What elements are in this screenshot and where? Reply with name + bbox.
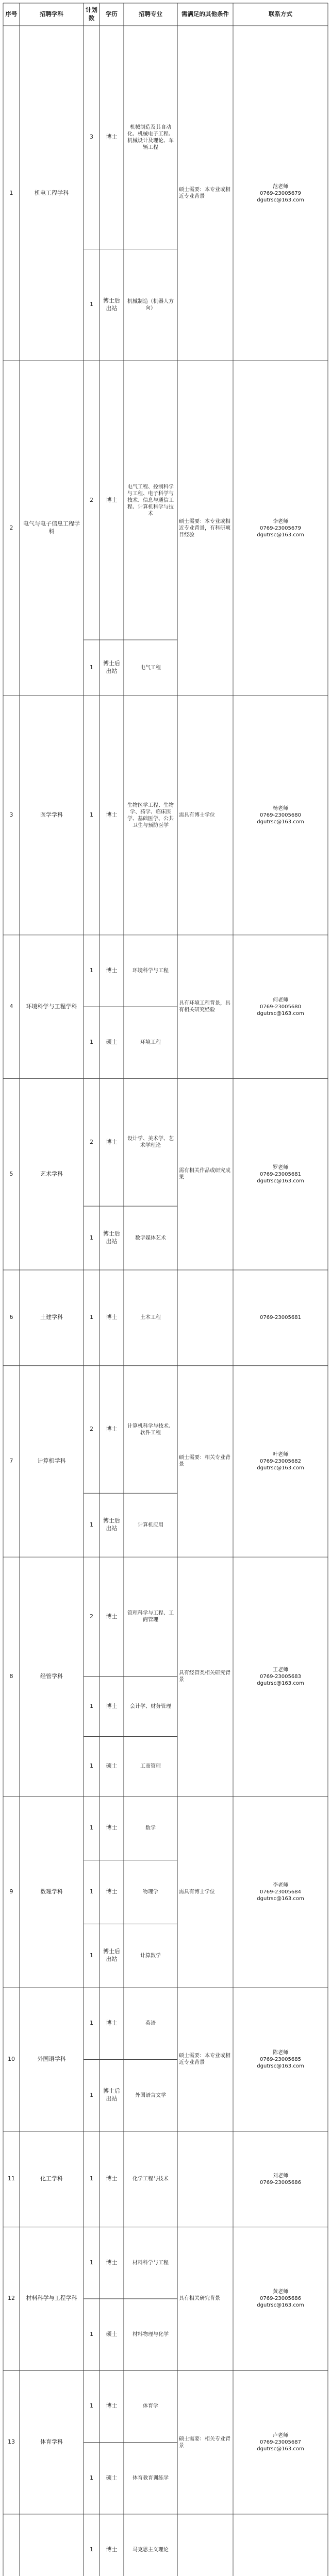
major-name-text: 材料科学与工程 [133, 2260, 169, 2266]
degree-level [100, 1924, 124, 1988]
degree-level [100, 2514, 124, 2576]
row-number [3, 1078, 20, 1270]
degree-level [100, 2370, 124, 2442]
planned-count-text: 1 [90, 2331, 93, 2338]
major-name-text: 土木工程 [140, 1315, 161, 1321]
discipline-name [20, 1078, 84, 1270]
planned-count-text: 1 [90, 1888, 93, 1895]
planned-count [84, 1988, 100, 2059]
discipline-name [20, 1557, 84, 1796]
header-cell-4-text: 招聘专业 [139, 10, 162, 18]
contact-info-text: 李老师 0769-23005679 dgutrsc@163.com [257, 518, 304, 538]
degree-level-text: 博士 [106, 1314, 118, 1321]
planned-count-text: 1 [90, 1521, 93, 1528]
planned-count-text: 1 [90, 2546, 93, 2553]
contact-info-text: 杨老师 0769-23005680 dgutrsc@163.com [257, 806, 304, 825]
planned-count [84, 1366, 100, 1494]
planned-count [84, 696, 100, 935]
other-conditions [177, 1557, 233, 1796]
major-name-text: 环境科学与工程 [133, 968, 169, 974]
major-name-text: 体育教育训练学 [133, 2475, 169, 2481]
contact-info [233, 2514, 328, 2576]
other-conditions [177, 1366, 233, 1557]
major-name-text: 机械制造（机器人方向） [127, 298, 174, 311]
planned-count-text: 1 [90, 1824, 93, 1832]
major-name-text: 化学工程与技术 [133, 2176, 169, 2182]
degree-level-text: 博士 [106, 1426, 118, 1433]
major-name [124, 361, 177, 640]
contact-info-text: 范老师 0769-23005679 dgutrsc@163.com [257, 183, 304, 203]
planned-count [84, 1737, 100, 1797]
major-name-text: 工商管理 [140, 1764, 161, 1770]
other-conditions-text: 硕士需要：相关专业背景 [179, 2436, 230, 2449]
row-number-text: 9 [9, 1888, 13, 1895]
planned-count-text: 3 [90, 133, 93, 141]
major-name-text: 生物医学工程、生物学、药学、临床医学、基础医学、公共卫生与预防医学 [127, 802, 174, 828]
discipline-name [20, 2370, 84, 2514]
major-name [124, 696, 177, 935]
discipline-name-text: 医学学科 [40, 811, 63, 819]
major-name [124, 1493, 177, 1557]
planned-count [84, 2227, 100, 2299]
major-name [124, 1676, 177, 1736]
major-name [124, 2299, 177, 2370]
degree-level-text: 博士后出站 [103, 1517, 120, 1532]
planned-count-text: 1 [90, 1234, 93, 1241]
discipline-name [20, 1366, 84, 1557]
other-conditions-text: 需具有博士学位 [179, 812, 215, 819]
degree-level-text: 博士 [106, 1613, 118, 1620]
contact-info-text: 黄老师 0769-23005686 dgutrsc@163.com [257, 2289, 304, 2309]
other-conditions-text: 硕士需要：本专业或相近专业背景 [179, 187, 230, 200]
planned-count [84, 2131, 100, 2227]
row-number [3, 1557, 20, 1796]
other-conditions-text: 需有相关作品或研究成果 [179, 1168, 230, 1181]
row-number-text: 11 [8, 2175, 15, 2182]
degree-level [100, 1860, 124, 1924]
planned-count-text: 1 [90, 1762, 93, 1770]
degree-level-text: 博士后出站 [103, 297, 120, 312]
row-number-text: 3 [9, 811, 13, 819]
planned-count [84, 1676, 100, 1736]
planned-count [84, 1557, 100, 1676]
other-conditions [177, 1988, 233, 2131]
degree-level-text: 博士 [106, 2020, 118, 2027]
header-cell-6 [233, 3, 328, 26]
header-cell-2-text: 计划数 [86, 6, 97, 22]
planned-count-text: 1 [90, 2474, 93, 2481]
degree-level [100, 1007, 124, 1078]
row-number [3, 2514, 20, 2576]
planned-count-text: 1 [90, 1703, 93, 1710]
contact-info [233, 1078, 328, 1270]
degree-level-text: 博士 [106, 811, 118, 819]
major-name [124, 1078, 177, 1206]
header-cell-6-text: 联系方式 [269, 10, 292, 18]
contact-info [233, 2131, 328, 2227]
degree-level-text: 博士 [106, 1138, 118, 1145]
row-number-text: 2 [9, 524, 13, 531]
planned-count-text: 1 [90, 1314, 93, 1321]
degree-level-text: 博士后出站 [103, 1230, 120, 1245]
major-name [124, 1270, 177, 1366]
planned-count-text: 2 [90, 1426, 93, 1433]
row-number-text: 10 [8, 2056, 15, 2063]
planned-count-text: 2 [90, 496, 93, 503]
planned-count-text: 1 [90, 2259, 93, 2266]
row-number [3, 696, 20, 935]
contact-info-text: 罗老师 0769-23005681 dgutrsc@163.com [257, 1164, 304, 1184]
major-name [124, 1366, 177, 1494]
other-conditions-text: 硕士需要：本专业或相近专业背景，有科研项目经验 [179, 518, 230, 538]
other-conditions [177, 696, 233, 935]
planned-count-text: 1 [90, 664, 93, 671]
discipline-name-text: 体育学科 [40, 2438, 63, 2446]
planned-count [84, 2443, 100, 2514]
planned-count [84, 2060, 100, 2131]
row-number [3, 2227, 20, 2371]
header-cell-3-text: 学历 [106, 10, 118, 18]
row-number [3, 1797, 20, 1988]
planned-count-text: 1 [90, 2020, 93, 2027]
discipline-name [20, 1797, 84, 1988]
degree-level [100, 26, 124, 249]
degree-level-text: 博士 [106, 133, 118, 141]
contact-info [233, 2227, 328, 2371]
header-cell-5-text: 需满足的其他条件 [181, 10, 229, 18]
major-name [124, 1988, 177, 2059]
degree-level [100, 1676, 124, 1736]
contact-info [233, 2370, 328, 2514]
planned-count-text: 1 [90, 2175, 93, 2182]
major-name [124, 2060, 177, 2131]
row-number-text: 12 [8, 2295, 15, 2302]
discipline-name-text: 外国语学科 [37, 2056, 66, 2063]
discipline-name [20, 361, 84, 696]
degree-level-text: 博士后出站 [103, 2088, 120, 2103]
discipline-name-text: 化工学科 [40, 2175, 63, 2182]
degree-level-text: 博士 [106, 1703, 118, 1710]
row-number [3, 361, 20, 696]
major-name [124, 1206, 177, 1270]
degree-level-text: 博士 [106, 2402, 118, 2410]
degree-level-text: 博士后出站 [103, 1948, 120, 1963]
row-number [3, 1988, 20, 2131]
degree-level [100, 249, 124, 361]
discipline-name [20, 935, 84, 1079]
row-number-text: 1 [9, 189, 13, 196]
degree-level [100, 1206, 124, 1270]
planned-count [84, 1206, 100, 1270]
contact-info [233, 1988, 328, 2131]
degree-level [100, 1078, 124, 1206]
planned-count [84, 1270, 100, 1366]
degree-level [100, 1557, 124, 1676]
discipline-name [20, 26, 84, 361]
degree-level [100, 2131, 124, 2227]
other-conditions-text: 具有环境工程背景，具有相关研究经验 [179, 1001, 230, 1013]
major-name [124, 2131, 177, 2227]
row-number-text: 13 [8, 2438, 15, 2446]
degree-level [100, 1988, 124, 2059]
major-name [124, 1007, 177, 1078]
row-number [3, 935, 20, 1079]
degree-level-text: 博士 [106, 1888, 118, 1895]
major-name-text: 材料物理与化学 [133, 2332, 169, 2338]
header-cell-5 [177, 3, 233, 26]
discipline-name-text: 土建学科 [40, 1314, 63, 1321]
other-conditions-text: 硕士需要：本专业或相近专业背景 [179, 2053, 230, 2066]
major-name-text: 英语 [145, 2021, 156, 2027]
discipline-name-text: 数理学科 [40, 1888, 63, 1895]
major-name [124, 935, 177, 1007]
header-cell-0-text: 序号 [5, 10, 18, 18]
degree-level [100, 1270, 124, 1366]
other-conditions [177, 2227, 233, 2371]
degree-level [100, 361, 124, 640]
header-cell-4 [124, 3, 177, 26]
header-cell-2 [84, 3, 100, 26]
degree-level-text: 博士 [106, 967, 118, 974]
other-conditions [177, 361, 233, 696]
contact-info-text: 叶老师 0769-23005682 dgutrsc@163.com [257, 1451, 304, 1471]
degree-level [100, 1366, 124, 1494]
major-name [124, 2370, 177, 2442]
contact-info [233, 1557, 328, 1796]
other-conditions [177, 1078, 233, 1270]
major-name-text: 会计学、财务管理 [130, 1703, 171, 1709]
major-name [124, 1737, 177, 1797]
major-name [124, 1797, 177, 1860]
contact-info-text: 陈老师 0769-23005685 dgutrsc@163.com [257, 2049, 304, 2069]
planned-count [84, 1007, 100, 1078]
planned-count-text: 1 [90, 811, 93, 819]
discipline-name-text: 环境科学与工程学科 [26, 1003, 77, 1010]
planned-count [84, 935, 100, 1007]
discipline-name-text: 计算机学科 [37, 1458, 66, 1465]
header-cell-0 [3, 3, 20, 26]
planned-count-text: 1 [90, 301, 93, 308]
contact-info [233, 696, 328, 935]
major-name-text: 数字媒体艺术 [135, 1235, 166, 1241]
discipline-name-text: 经管学科 [40, 1673, 63, 1680]
row-number-text: 5 [9, 1170, 13, 1177]
discipline-name [20, 2514, 84, 2576]
major-name-text: 管理科学与工程、工商管理 [127, 1611, 174, 1623]
degree-level-text: 硕士 [106, 1039, 118, 1046]
degree-level [100, 1797, 124, 1860]
degree-level [100, 2227, 124, 2299]
contact-info [233, 361, 328, 696]
row-number [3, 2131, 20, 2227]
planned-count [84, 361, 100, 640]
degree-level-text: 硕士 [106, 1762, 118, 1770]
planned-count [84, 249, 100, 361]
other-conditions-text: 具有经管类相关研究背景 [179, 1670, 230, 1683]
contact-info [233, 1270, 328, 1366]
other-conditions [177, 2370, 233, 2514]
major-name-text: 体育学 [143, 2403, 158, 2410]
row-number [3, 1366, 20, 1557]
discipline-name [20, 2227, 84, 2371]
planned-count-text: 1 [90, 1952, 93, 1959]
major-name [124, 2227, 177, 2299]
planned-count [84, 640, 100, 696]
planned-count [84, 1860, 100, 1924]
major-name [124, 2443, 177, 2514]
contact-info [233, 26, 328, 361]
discipline-name [20, 1988, 84, 2131]
row-number-text: 6 [9, 1314, 13, 1321]
planned-count-text: 1 [90, 1039, 93, 1046]
planned-count [84, 1797, 100, 1860]
other-conditions [177, 935, 233, 1079]
other-conditions-text: 具有相关研究背景 [179, 2296, 220, 2302]
degree-level-text: 硕士 [106, 2474, 118, 2481]
other-conditions [177, 1270, 233, 1366]
planned-count [84, 26, 100, 249]
degree-level-text: 硕士 [106, 2331, 118, 2338]
header-cell-1 [20, 3, 84, 26]
degree-level [100, 1737, 124, 1797]
major-name [124, 26, 177, 249]
degree-level [100, 1493, 124, 1557]
header-cell-3 [100, 3, 124, 26]
row-number-text: 8 [9, 1673, 13, 1680]
planned-count-text: 2 [90, 1138, 93, 1145]
other-conditions [177, 2131, 233, 2227]
row-number [3, 26, 20, 361]
planned-count [84, 2514, 100, 2576]
planned-count [84, 1078, 100, 1206]
contact-info-text: 刘老师 0769-23005686 [260, 2173, 301, 2185]
major-name-text: 计算机应用 [138, 1522, 163, 1528]
degree-level [100, 2299, 124, 2370]
other-conditions-text: 硕士需要：相关专业背景 [179, 1455, 230, 1468]
degree-level [100, 935, 124, 1007]
discipline-name [20, 2131, 84, 2227]
major-name-text: 电气工程、控制科学与工程、电子科学与技术、信息与通信工程、计算机科学与技术 [127, 484, 174, 517]
contact-info-text: 李老师 0769-23005684 dgutrsc@163.com [257, 1882, 304, 1902]
planned-count-text: 1 [90, 2402, 93, 2410]
other-conditions [177, 2514, 233, 2576]
degree-level [100, 696, 124, 935]
contact-info [233, 1366, 328, 1557]
degree-level-text: 博士 [106, 1824, 118, 1832]
major-name [124, 249, 177, 361]
major-name [124, 1860, 177, 1924]
discipline-name-text: 艺术学科 [40, 1170, 63, 1177]
degree-level-text: 博士后出站 [103, 660, 120, 675]
contact-info [233, 935, 328, 1079]
major-name [124, 2514, 177, 2576]
major-name-text: 环境工程 [140, 1040, 161, 1046]
other-conditions [177, 1797, 233, 1988]
degree-level [100, 2060, 124, 2131]
contact-info-text: 卢老师 0769-23005687 dgutrsc@163.com [257, 2433, 304, 2452]
degree-level-text: 博士 [106, 496, 118, 503]
planned-count [84, 2370, 100, 2442]
degree-level-text: 博士 [106, 2546, 118, 2553]
discipline-name-text: 材料科学与工程学科 [26, 2295, 77, 2302]
planned-count [84, 1924, 100, 1988]
discipline-name-text: 机电工程学科 [35, 189, 69, 196]
major-name-text: 物理学 [143, 1889, 158, 1895]
header-cell-1-text: 招聘学科 [40, 10, 63, 18]
planned-count-text: 1 [90, 2091, 93, 2098]
contact-info [233, 1797, 328, 1988]
contact-info-text: 0769-23005681 [260, 1315, 301, 1321]
row-number [3, 2370, 20, 2514]
other-conditions-text: 需具有博士学位 [179, 1889, 215, 1895]
major-name-text: 马克思主义理论 [133, 2547, 169, 2553]
major-name-text: 计算数学 [140, 1953, 161, 1959]
major-name-text: 计算机科学与技术、软件工程 [127, 1423, 174, 1436]
degree-level [100, 640, 124, 696]
planned-count-text: 2 [90, 1613, 93, 1620]
planned-count [84, 1493, 100, 1557]
major-name [124, 640, 177, 696]
other-conditions [177, 26, 233, 361]
planned-count [84, 2299, 100, 2370]
row-number [3, 1270, 20, 1366]
major-name-text: 设计学、美术学、艺术学理论 [127, 1136, 174, 1149]
contact-info-text: 王老师 0769-23005683 dgutrsc@163.com [257, 1667, 304, 1686]
degree-level [100, 2443, 124, 2514]
discipline-name [20, 696, 84, 935]
major-name [124, 1924, 177, 1988]
major-name-text: 外国语言文学 [135, 2092, 166, 2098]
row-number-text: 4 [9, 1003, 13, 1010]
discipline-name [20, 1270, 84, 1366]
planned-count-text: 1 [90, 967, 93, 974]
row-number-text: 7 [9, 1458, 13, 1465]
major-name-text: 电气工程 [140, 665, 161, 671]
degree-level-text: 博士 [106, 2259, 118, 2266]
major-name-text: 数学 [145, 1825, 156, 1832]
major-name [124, 1557, 177, 1676]
major-name-text: 机械制造及其自动化、机械电子工程、机械设计及理论、车辆工程 [127, 124, 174, 150]
contact-info-text: 何老师 0769-23005680 dgutrsc@163.com [257, 997, 304, 1016]
degree-level-text: 博士 [106, 2175, 118, 2182]
discipline-name-text: 电气与电子信息工程学科 [23, 520, 80, 535]
